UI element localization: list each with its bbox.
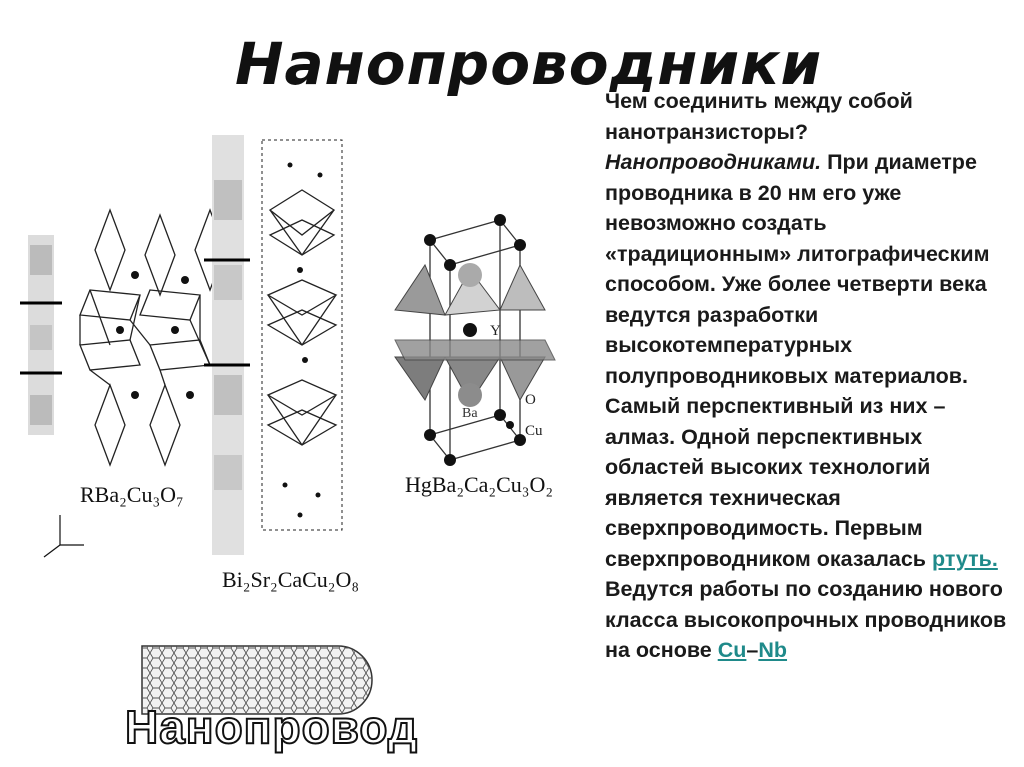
slide-title: Нанопроводники: [235, 30, 823, 98]
label-y: Y: [490, 323, 501, 339]
hgba-structure-figure: [395, 214, 555, 497]
link-cu[interactable]: Cu: [717, 638, 747, 662]
link-mercury[interactable]: ртуть.: [931, 546, 998, 571]
hgba-formula: HgBa₂Ca₂Cu₃O₂: [405, 472, 554, 497]
body-paragraph: [605, 86, 1015, 666]
nanowire-label: Нанопровод: [125, 701, 419, 753]
label-o: O: [525, 392, 536, 408]
link-nb[interactable]: Nb: [758, 638, 788, 662]
paragraph-continuation: Ведутся работы по созданию нового класса высокопрочных проводников на основе: [605, 577, 1007, 662]
label-cu: Cu: [525, 423, 543, 439]
paragraph-italic-term: Нанопроводниками.: [605, 150, 822, 174]
rba-formula: RBa₂Cu₃O₇: [80, 482, 184, 507]
paragraph-intro: Чем соединить между собой нанотранзисторы?: [605, 89, 913, 144]
bisr-formula: Bi₂Sr₂CaCu₂O₈: [222, 567, 360, 592]
link-separator: –: [746, 638, 759, 662]
bisr-structure-figure: [204, 135, 359, 592]
label-ba: Ba: [462, 406, 478, 421]
rba-structure-figure: [20, 210, 225, 557]
paragraph-body: При диаметре проводника в 20 нм его уже невозможно создать «традиционным» литографическим способом. Уже более четверти века ведутся разработки высокотемпературных полупроводниковых материалов. Самый перспективный из них – алмаз. Одной перспективных областей высоких технологий является техническая сверхпроводимость. Первым сверхпроводником оказалась: [605, 150, 990, 571]
